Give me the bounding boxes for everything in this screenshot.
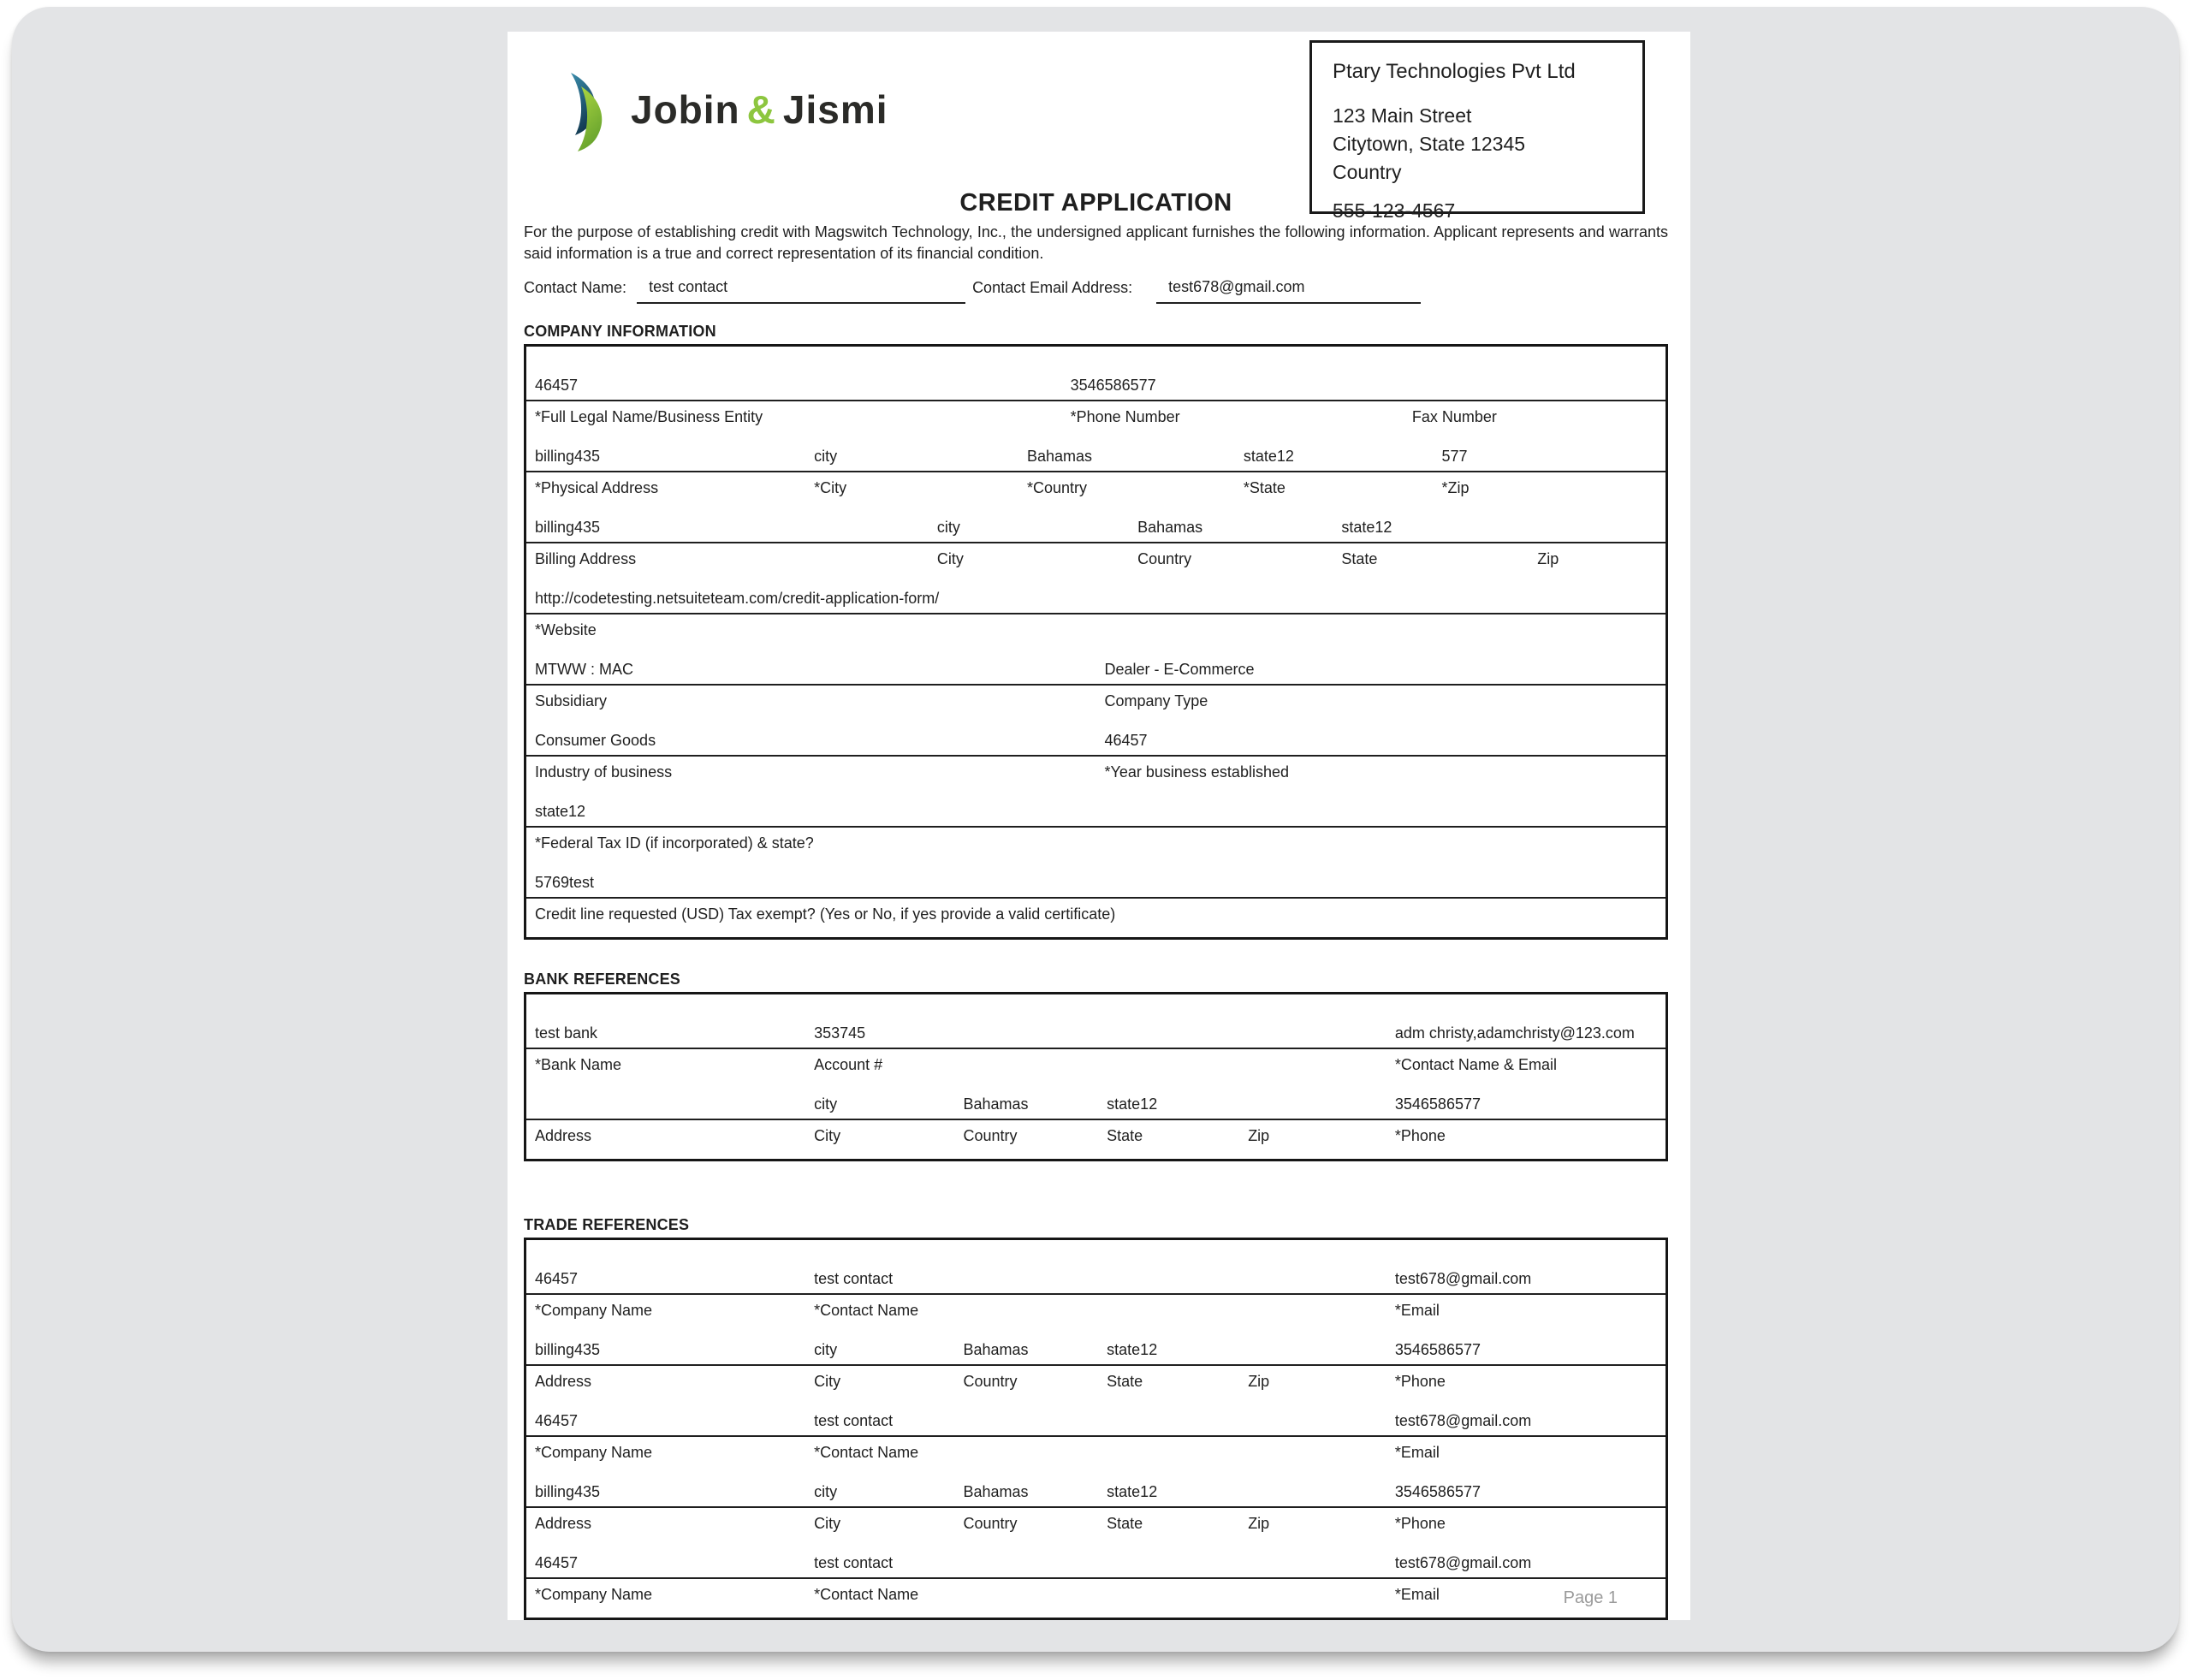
field-label: Country xyxy=(1137,550,1192,567)
field-value: test contact xyxy=(814,1554,894,1571)
field-label: *Company Name xyxy=(535,1444,653,1461)
field-value: 3546586577 xyxy=(1394,1483,1481,1500)
field-value: billing435 xyxy=(535,1341,601,1358)
field-label: *Phone xyxy=(1394,1515,1446,1532)
form-table xyxy=(524,992,1668,1161)
form-row xyxy=(526,1533,1666,1618)
field-label: Account # xyxy=(814,1056,883,1073)
field-label: *Federal Tax ID (if incorporated) & state? xyxy=(535,834,814,852)
intro-paragraph: For the purpose of establishing credit with Magswitch Technology, Inc., the undersigned applicant furnishes the following information. Applicant represents and warrants said information is a true and correct representation of its financial condition. xyxy=(524,223,1668,262)
field-value: Bahamas xyxy=(1137,519,1203,536)
contact-name-value: test contact xyxy=(637,278,965,304)
logo-wordmark: Jobin & Jismi xyxy=(631,87,888,132)
form-row xyxy=(526,1240,1666,1320)
field-label: *Physical Address xyxy=(535,479,659,496)
field-label: Credit line requested (USD) Tax exempt? (Yes or No, if yes provide a valid certificate) xyxy=(535,905,1116,923)
field-value: 3546586577 xyxy=(1070,377,1156,394)
field-value: billing435 xyxy=(535,519,601,536)
field-value: Bahamas xyxy=(963,1095,1029,1113)
field-label: Zip xyxy=(1248,1127,1270,1144)
field-value: 46457 xyxy=(535,1412,579,1429)
field-value: billing435 xyxy=(535,1483,601,1500)
section-heading: TRADE REFERENCES xyxy=(524,1216,690,1233)
field-value: state12 xyxy=(1341,519,1392,536)
field-value: test678@gmail.com xyxy=(1394,1412,1532,1429)
field-value: Dealer - E-Commerce xyxy=(1104,661,1255,678)
field-label: Company Type xyxy=(1104,692,1208,709)
field-value: billing435 xyxy=(535,448,601,465)
field-label: *Company Name xyxy=(535,1302,653,1319)
field-label: *Contact Name xyxy=(814,1302,919,1319)
logo-ampersand: & xyxy=(746,87,776,132)
form-row xyxy=(526,852,1666,937)
section-heading: BANK REFERENCES xyxy=(524,971,681,988)
field-label: Address xyxy=(535,1515,592,1532)
field-label: Fax Number xyxy=(1411,408,1497,425)
field-label: Country xyxy=(963,1373,1018,1390)
page-number: Page 1 xyxy=(1563,1588,1618,1607)
field-label: State xyxy=(1107,1515,1143,1532)
field-value: MTWW : MAC xyxy=(535,661,633,678)
field-label: Country xyxy=(963,1515,1018,1532)
field-label: State xyxy=(1107,1127,1143,1144)
field-value xyxy=(526,1095,805,1113)
company-phone: 555-123-4567 xyxy=(1333,199,1456,222)
field-label: Industry of business xyxy=(535,763,673,781)
field-value: 46457 xyxy=(535,1270,579,1287)
contact-email-label: Contact Email Address: xyxy=(972,279,1133,296)
field-label: State xyxy=(1341,550,1378,567)
field-value: test bank xyxy=(535,1024,598,1042)
form-row xyxy=(526,1074,1666,1159)
field-label: State xyxy=(1107,1373,1143,1390)
field-value: state12 xyxy=(1107,1341,1158,1358)
form-table xyxy=(524,1238,1668,1620)
field-value: Bahamas xyxy=(963,1341,1029,1358)
form-table xyxy=(524,344,1668,940)
form-row xyxy=(526,710,1666,781)
field-label: *Bank Name xyxy=(535,1056,622,1073)
jobin-jismi-logo xyxy=(562,73,888,153)
form-row xyxy=(526,497,1666,568)
form-row xyxy=(526,568,1666,639)
field-value: 46457 xyxy=(535,377,579,394)
field-label: Zip xyxy=(1248,1515,1270,1532)
field-label: *Contact Name xyxy=(814,1444,919,1461)
field-label: Subsidiary xyxy=(535,692,608,709)
form-row xyxy=(526,347,1666,426)
field-label: *Contact Name xyxy=(814,1586,919,1603)
field-value: 46457 xyxy=(1104,732,1148,749)
field-value: test contact xyxy=(814,1270,894,1287)
field-label: Zip xyxy=(1537,550,1559,567)
field-value: state12 xyxy=(1243,448,1294,465)
form-row xyxy=(526,426,1666,497)
field-label: *Email xyxy=(1394,1444,1440,1461)
company-address-box xyxy=(1309,40,1645,222)
company-address-line: 123 Main Street xyxy=(1333,104,1472,127)
page-title: CREDIT APPLICATION xyxy=(959,189,1232,217)
field-label: City xyxy=(814,1515,841,1532)
form-sections xyxy=(524,323,1668,1620)
field-label: City xyxy=(814,1373,841,1390)
field-value: city xyxy=(936,519,960,536)
section-bank-references xyxy=(524,971,1668,1161)
field-value: city xyxy=(814,448,838,465)
company-address-line: Country xyxy=(1333,161,1402,183)
field-label: *Phone xyxy=(1394,1127,1446,1144)
field-label: City xyxy=(814,1127,841,1144)
form-row xyxy=(526,781,1666,852)
field-label: *Phone xyxy=(1394,1373,1446,1390)
form-row xyxy=(526,1320,1666,1391)
field-label: City xyxy=(936,550,964,567)
field-value: 46457 xyxy=(535,1554,579,1571)
field-value: test678@gmail.com xyxy=(1394,1270,1532,1287)
field-value: 353745 xyxy=(814,1024,866,1042)
contact-name-label: Contact Name: xyxy=(524,279,627,296)
field-label: *Country xyxy=(1026,479,1088,496)
field-value: Bahamas xyxy=(963,1483,1029,1500)
field-value xyxy=(1239,1482,1386,1501)
field-label: *Company Name xyxy=(535,1586,653,1603)
field-label: *Website xyxy=(535,621,597,638)
contact-row xyxy=(524,278,1668,304)
company-address-line: Citytown, State 12345 xyxy=(1333,133,1526,155)
field-label: *Email xyxy=(1394,1302,1440,1319)
field-label: *Email xyxy=(1394,1586,1440,1603)
field-value: city xyxy=(814,1341,838,1358)
form-row xyxy=(526,994,1666,1074)
field-value: state12 xyxy=(535,803,586,820)
field-value: city xyxy=(814,1483,838,1500)
field-label: Address xyxy=(535,1373,592,1390)
field-value: 577 xyxy=(1441,448,1468,465)
document-page xyxy=(508,32,1690,1620)
field-label: *City xyxy=(814,479,847,496)
contact-email-value: test678@gmail.com xyxy=(1156,278,1421,304)
company-name: Ptary Technologies Pvt Ltd xyxy=(1333,60,1576,83)
section-trade-references xyxy=(524,1216,1668,1620)
section-heading: COMPANY INFORMATION xyxy=(524,323,716,340)
field-value: Consumer Goods xyxy=(535,732,656,749)
field-value: Bahamas xyxy=(1026,448,1093,465)
field-label: Address xyxy=(535,1127,592,1144)
field-value: 3546586577 xyxy=(1394,1341,1481,1358)
field-value: adm christy,adamchristy@123.com xyxy=(1394,1024,1635,1042)
form-row xyxy=(526,1462,1666,1533)
form-row xyxy=(526,639,1666,710)
field-label: *Zip xyxy=(1441,479,1470,496)
field-label: *Phone Number xyxy=(1070,408,1180,425)
field-value: state12 xyxy=(1107,1483,1158,1500)
field-value xyxy=(1239,1340,1386,1359)
field-value: city xyxy=(814,1095,838,1113)
field-value: test678@gmail.com xyxy=(1394,1554,1532,1571)
field-value: test contact xyxy=(814,1412,894,1429)
field-value xyxy=(1529,518,1666,537)
field-value: http://codetesting.netsuiteteam.com/credit-application-form/ xyxy=(535,590,940,607)
field-value: 5769test xyxy=(535,874,595,891)
field-value xyxy=(1404,376,1666,395)
field-label: *State xyxy=(1243,479,1286,496)
field-label: *Year business established xyxy=(1104,763,1289,781)
field-value: 3546586577 xyxy=(1394,1095,1481,1113)
section-company-information xyxy=(524,323,1668,940)
logo-swoosh-icon xyxy=(562,73,615,153)
field-label: Billing Address xyxy=(535,550,637,567)
field-value xyxy=(1239,1095,1386,1113)
form-row xyxy=(526,1391,1666,1462)
field-label: *Full Legal Name/Business Entity xyxy=(535,408,763,425)
field-label: Country xyxy=(963,1127,1018,1144)
field-label: Zip xyxy=(1248,1373,1270,1390)
field-label: *Contact Name & Email xyxy=(1394,1056,1557,1073)
field-value: state12 xyxy=(1107,1095,1158,1113)
document-body xyxy=(524,222,1668,1620)
